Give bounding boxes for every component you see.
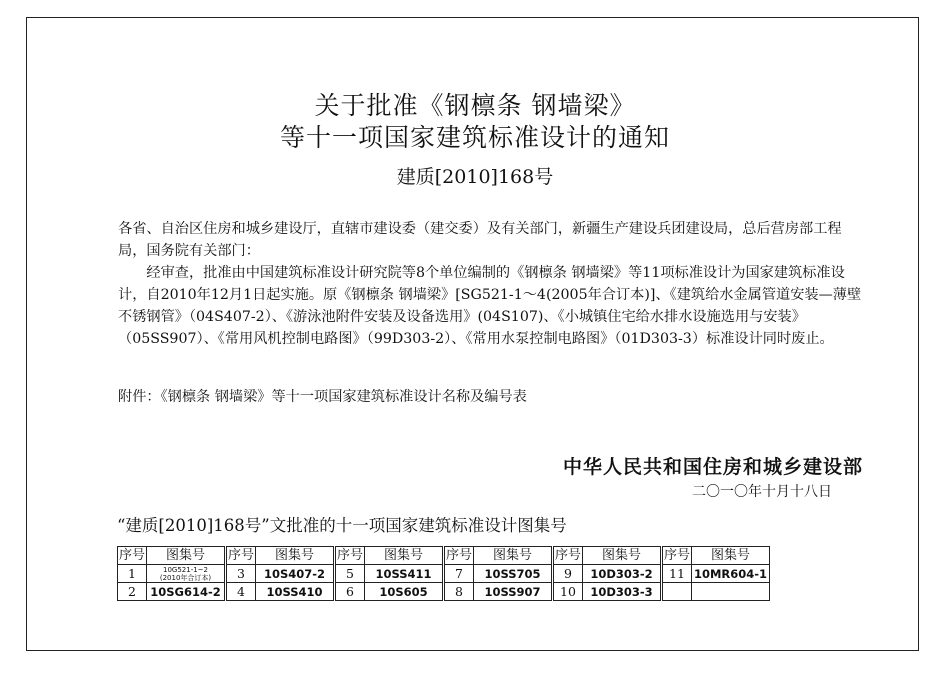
issuing-authority: 中华人民共和国住房和城乡建设部 bbox=[562, 456, 863, 478]
notice-title-line1: 关于批准《钢檩条 钢墙梁》 bbox=[314, 91, 636, 120]
code-line2: (2010年合订本) bbox=[159, 573, 212, 582]
seq-cell: 8 bbox=[444, 583, 474, 601]
header-seq: 序号 bbox=[662, 547, 692, 565]
code-cell bbox=[147, 565, 226, 583]
document-number: 建质[2010]168号 bbox=[396, 166, 554, 188]
code-line1: 10G521-1~2 bbox=[163, 565, 208, 574]
code-cell: 10SG614-2 bbox=[147, 583, 226, 601]
recipients-paragraph: 各省、自治区住房和城乡建设厅，直辖市建设委（建交委）及有关部门，新疆生产建设兵团建设局，总后营房部工程局，国务院有关部门： bbox=[118, 221, 842, 259]
seq-cell: 10 bbox=[553, 583, 583, 601]
header-code: 图集号 bbox=[583, 547, 662, 565]
code-cell: 10SS410 bbox=[256, 583, 335, 601]
header-code: 图集号 bbox=[474, 547, 553, 565]
code-cell: 10SS907 bbox=[474, 583, 553, 601]
seq-cell: 4 bbox=[226, 583, 256, 601]
issue-date: 二〇一〇年十月十八日 bbox=[692, 484, 832, 500]
seq-cell: 7 bbox=[444, 565, 474, 583]
code-cell: 10SS705 bbox=[474, 565, 553, 583]
code-cell: 10D303-2 bbox=[583, 565, 662, 583]
seq-cell: 3 bbox=[226, 565, 256, 583]
attachment-line: 附件：《钢檩条 钢墙梁》等十一项国家建筑标准设计名称及编号表 bbox=[118, 389, 527, 405]
seq-cell bbox=[662, 583, 692, 601]
seq-cell: 11 bbox=[662, 565, 692, 583]
approval-paragraph: 经审查，批准由中国建筑标准设计研究院等8个单位编制的《钢檩条 钢墙梁》等11项标准设计为国家建筑标准设计，自2010年12月1日起实施。原《钢檩条 钢墙梁》[SG521-1～4(2005年合订本)]、《建筑给水金属管道安装—薄壁不锈钢管》（04S407-2）、《游泳池附件安装及设备选用》(04S107)、《小城镇住宅给水排水设施选用与安装》（05SS907）、《常用风机控制电路图》（99D303-2）、《常用水泵控制电路图》（01D303-3）标准设计同时废止。 bbox=[118, 265, 862, 347]
header-seq: 序号 bbox=[335, 547, 365, 565]
table-row bbox=[118, 583, 770, 601]
seq-cell: 9 bbox=[553, 565, 583, 583]
header-code: 图集号 bbox=[256, 547, 335, 565]
header-code: 图集号 bbox=[365, 547, 444, 565]
code-cell: 10MR604-1 bbox=[692, 565, 770, 583]
code-cell: 10S407-2 bbox=[256, 565, 335, 583]
seq-cell: 1 bbox=[118, 565, 147, 583]
table-title: “建质[2010]168号”文批准的十一项国家建筑标准设计图集号 bbox=[117, 516, 567, 535]
header-seq: 序号 bbox=[226, 547, 256, 565]
header-seq: 序号 bbox=[118, 547, 145, 563]
header-code: 图集号 bbox=[147, 547, 226, 565]
seq-cell: 6 bbox=[335, 583, 365, 601]
atlas-number-table bbox=[117, 546, 770, 601]
seq-cell: 5 bbox=[335, 565, 365, 583]
header-code: 图集号 bbox=[692, 547, 770, 565]
seq-cell: 2 bbox=[118, 583, 147, 601]
table-row bbox=[118, 565, 770, 583]
header-seq: 序号 bbox=[553, 547, 583, 565]
code-cell: 10SS411 bbox=[365, 565, 444, 583]
code-cell: 10D303-3 bbox=[583, 583, 662, 601]
table-header-row bbox=[118, 547, 770, 565]
code-cell bbox=[692, 583, 770, 601]
header-seq: 序号 bbox=[444, 547, 474, 565]
notice-title-line2: 等十一项国家建筑标准设计的通知 bbox=[279, 123, 670, 152]
code-cell: 10S605 bbox=[365, 583, 444, 601]
